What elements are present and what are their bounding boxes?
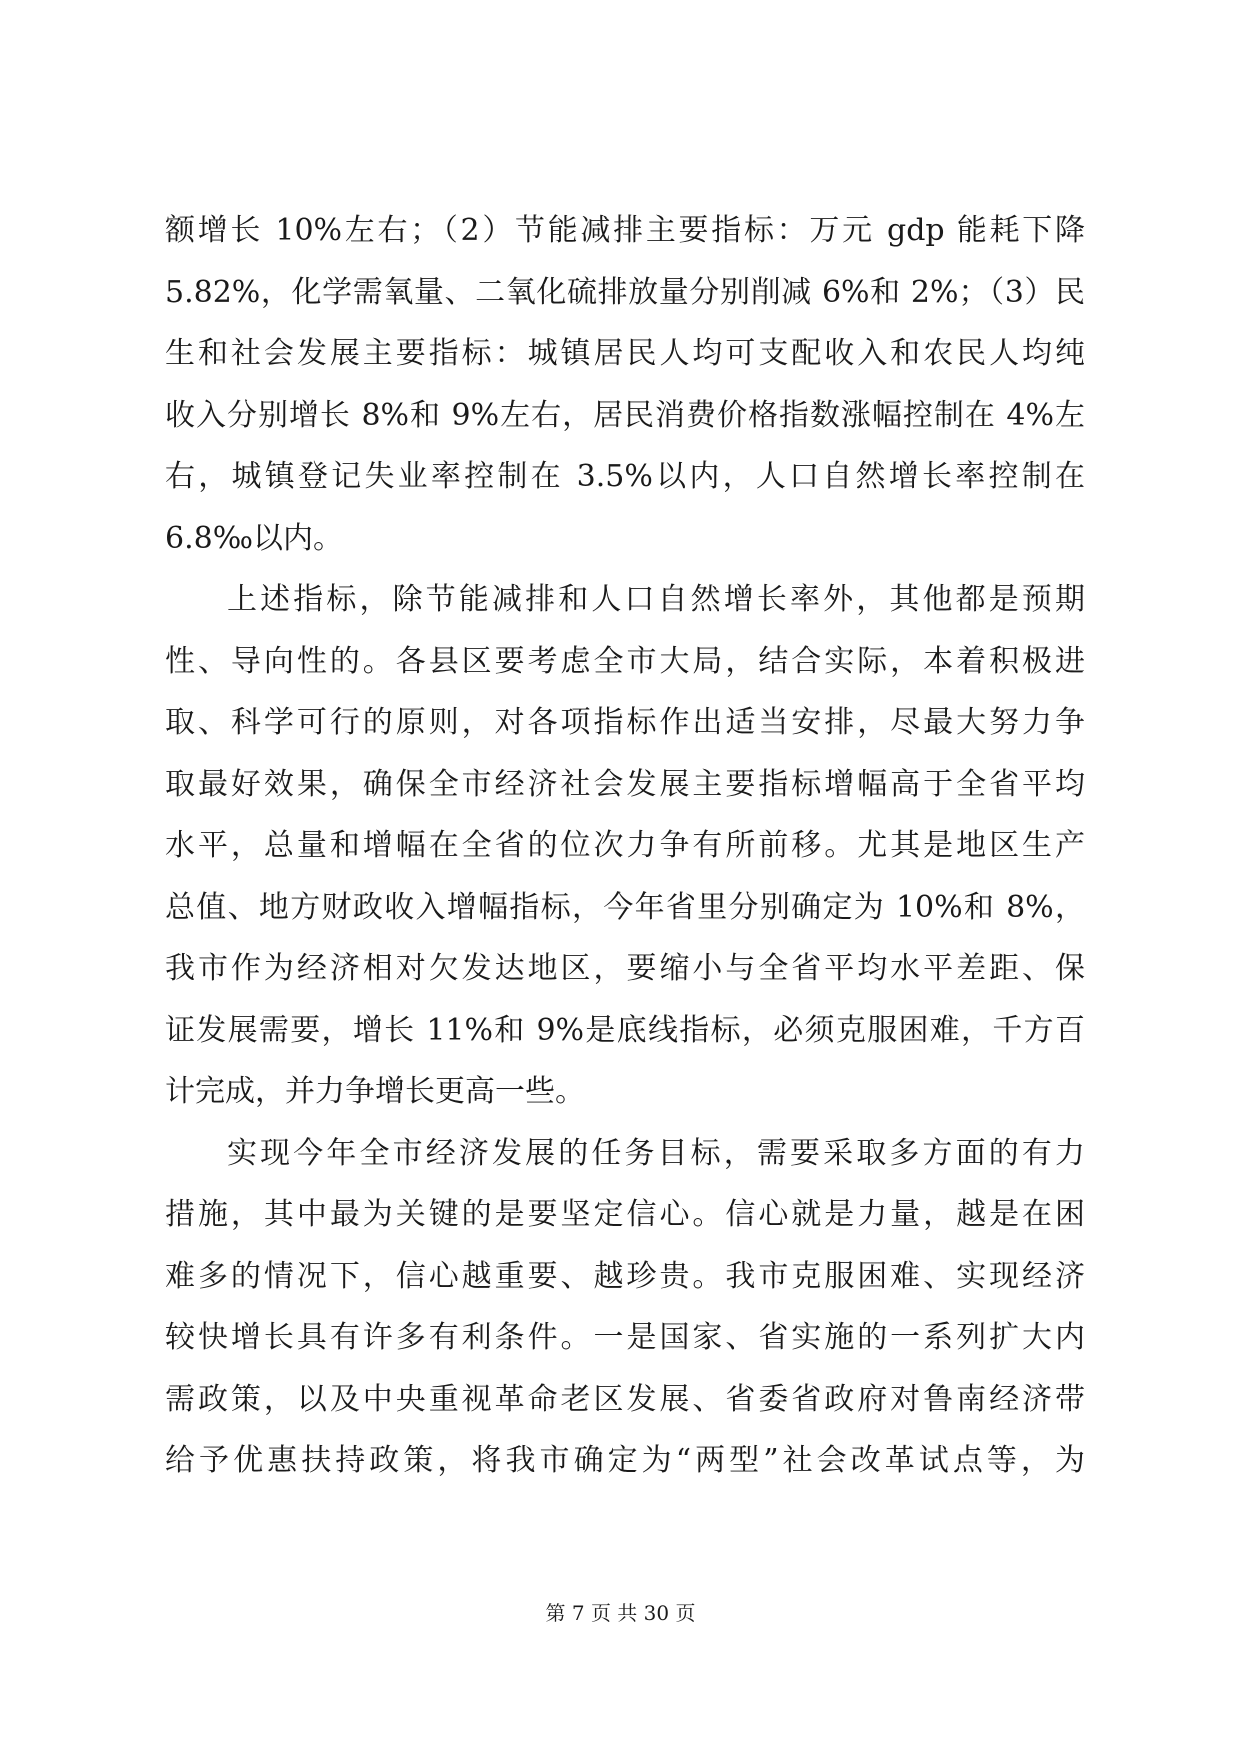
text-line: 难多的情况下，信心越重要、越珍贵。我市克服困难、实现经济 <box>165 1258 1085 1294</box>
text-line: 我市作为经济相对欠发达地区，要缩小与全省平均水平差距、保 <box>165 951 1085 986</box>
text-line: 措施，其中最为关键的是要坚定信心。信心就是力量，越是在困 <box>165 1197 1085 1232</box>
text-line: 5.82%，化学需氧量、二氧化硫排放量分别削减 6%和 2%；（3）民 <box>165 274 1085 310</box>
text-line: 水平，总量和增幅在全省的位次力争有所前移。尤其是地区生产 <box>165 828 1085 863</box>
body-text <box>165 200 1085 1492</box>
text-line: 计完成，并力争增长更高一些。 <box>165 1074 585 1109</box>
text-line: 取、科学可行的原则，对各项指标作出适当安排，尽最大努力争 <box>165 705 1085 740</box>
text-line: 取最好效果，确保全市经济社会发展主要指标增幅高于全省平均 <box>165 766 1085 802</box>
text-line: 6.8‰以内。 <box>165 520 343 556</box>
text-line: 给予优惠扶持政策，将我市确定为“两型”社会改革试点等，为 <box>165 1443 1085 1478</box>
text-line: 额增长 10%左右；（2）节能减排主要指标：万元 gdp 能耗下降 <box>165 213 1085 248</box>
text-line: 实现今年全市经济发展的任务目标，需要采取多方面的有力 <box>227 1135 1085 1171</box>
text-line: 右，城镇登记失业率控制在 3.5%以内，人口自然增长率控制在 <box>165 459 1085 494</box>
text-line: 需政策，以及中央重视革命老区发展、省委省政府对鲁南经济带 <box>165 1381 1085 1417</box>
page-number-footer: 第 7 页 共 30 页 <box>545 1601 696 1625</box>
text-line: 证发展需要，增长 11%和 9%是底线指标，必须克服困难，千方百 <box>165 1012 1085 1048</box>
text-line: 性、导向性的。各县区要考虑全市大局，结合实际，本着积极进 <box>165 643 1085 679</box>
text-line: 收入分别增长 8%和 9%左右，居民消费价格指数涨幅控制在 4%左 <box>165 397 1085 433</box>
text-line: 上述指标，除节能减排和人口自然增长率外，其他都是预期 <box>227 582 1085 617</box>
text-line: 总值、地方财政收入增幅指标，今年省里分别确定为 10%和 8%， <box>165 889 1085 925</box>
text-line: 生和社会发展主要指标：城镇居民人均可支配收入和农民人均纯 <box>165 336 1085 371</box>
text-line: 较快增长具有许多有利条件。一是国家、省实施的一系列扩大内 <box>165 1320 1085 1355</box>
